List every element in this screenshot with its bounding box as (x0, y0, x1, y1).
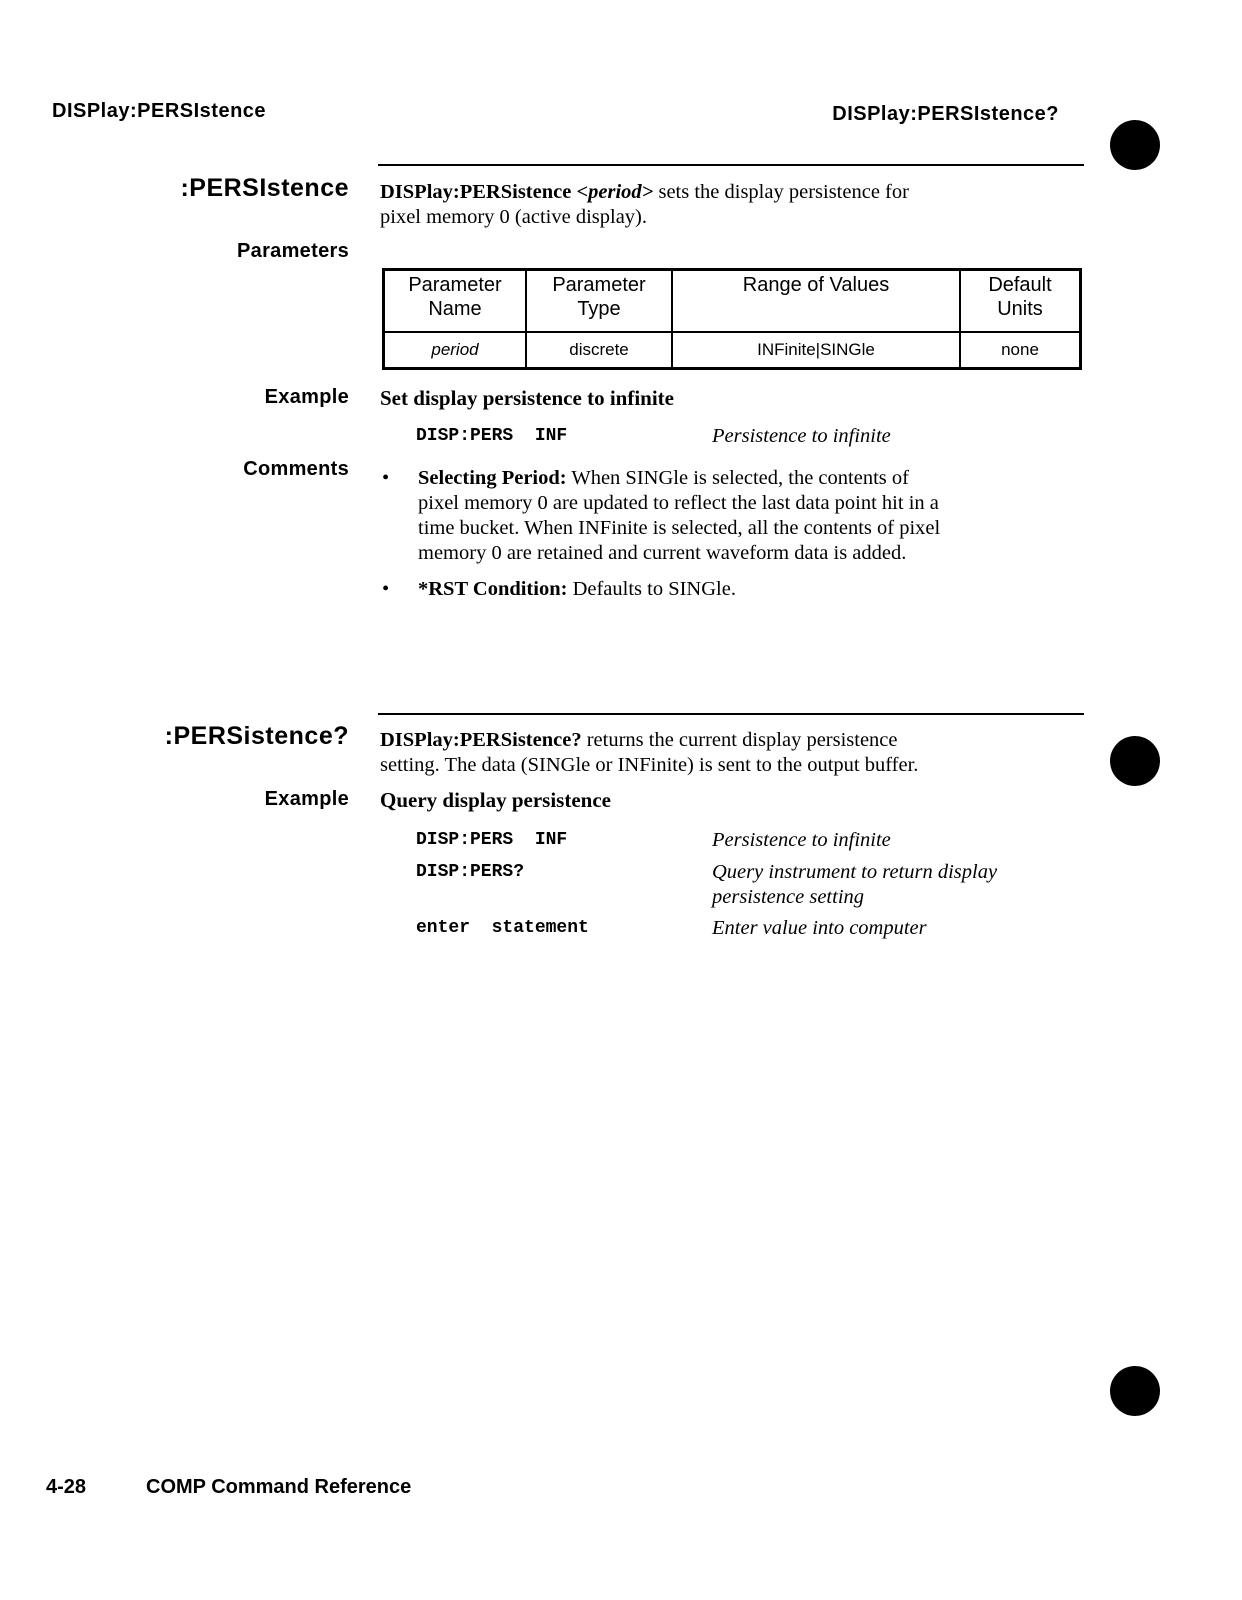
header-default-units: Default Units (960, 270, 1081, 333)
example-comment: Query instrument to return display persistence setting (712, 861, 998, 908)
section-intro (380, 728, 1080, 778)
parameters-table (382, 268, 1082, 370)
header-parameter-name: Parameter Name (384, 270, 527, 333)
command-name: DISPlay:PERSistence (380, 181, 572, 203)
intro-text: sets the display persistence for (658, 181, 909, 203)
footer-title: COMP Command Reference (146, 1476, 412, 1498)
command-parameter: <period> (576, 181, 654, 203)
bullet-text: time bucket. When INFinite is selected, all the contents of pixel (418, 517, 941, 539)
table-header-row (384, 270, 1081, 333)
section-title: :PERSistence? (164, 722, 349, 750)
bullet-title: *RST Condition: (418, 578, 568, 600)
cell-parameter-name: period (384, 332, 527, 369)
bullet-text: When SINGle is selected, the contents of (571, 467, 909, 489)
comments-label: Comments (243, 458, 349, 480)
table-row (384, 332, 1081, 369)
running-header-left: DISPlay:PERSIstence (52, 100, 267, 122)
example-heading: Set display persistence to infinite (380, 386, 674, 410)
example-code: enter statement (416, 918, 589, 938)
section-intro (380, 180, 1080, 230)
section-title: :PERSIstence (180, 174, 349, 202)
example-comment: Persistence to infinite (712, 425, 891, 447)
section-rule (378, 713, 1084, 715)
header-range-of-values: Range of Values (672, 270, 960, 333)
bullet-icon: • (382, 578, 390, 600)
example-label: Example (264, 386, 349, 408)
intro-text-line2: pixel memory 0 (active display). (380, 206, 647, 228)
cell-parameter-type: discrete (526, 332, 672, 369)
example-code: DISP:PERS INF (416, 830, 568, 850)
list-item (380, 577, 1060, 602)
binder-hole (1110, 736, 1160, 786)
example-comment: Persistence to infinite (712, 829, 891, 851)
intro-text: returns the current display persistence (586, 729, 898, 751)
header-parameter-type: Parameter Type (526, 270, 672, 333)
cell-range-of-values: INFinite|SINGle (672, 332, 960, 369)
example-heading: Query display persistence (380, 788, 611, 812)
cell-default-units: none (960, 332, 1081, 369)
comments-list (380, 466, 1060, 613)
example-code: DISP:PERS? (416, 862, 525, 882)
section-rule (378, 164, 1084, 166)
intro-text-line2: setting. The data (SINGle or INFinite) is sent to the output buffer. (380, 754, 919, 776)
running-header-right: DISPlay:PERSIstence? (832, 103, 1059, 125)
bullet-text: Defaults to SINGle. (572, 578, 736, 600)
example-code: DISP:PERS INF (416, 426, 568, 446)
page-number: 4-28 (46, 1476, 87, 1498)
command-name: DISPlay:PERSistence? (380, 729, 582, 751)
binder-hole (1110, 1366, 1160, 1416)
bullet-title: Selecting Period: (418, 467, 567, 489)
parameters-label: Parameters (237, 240, 349, 262)
bullet-text: pixel memory 0 are updated to reflect the last data point hit in a (418, 492, 939, 514)
bullet-icon: • (382, 467, 390, 489)
example-comment: Enter value into computer (712, 917, 927, 939)
list-item (380, 466, 1060, 566)
example-label: Example (264, 788, 349, 810)
bullet-text: memory 0 are retained and current waveform data is added. (418, 542, 907, 564)
binder-hole (1110, 120, 1160, 170)
